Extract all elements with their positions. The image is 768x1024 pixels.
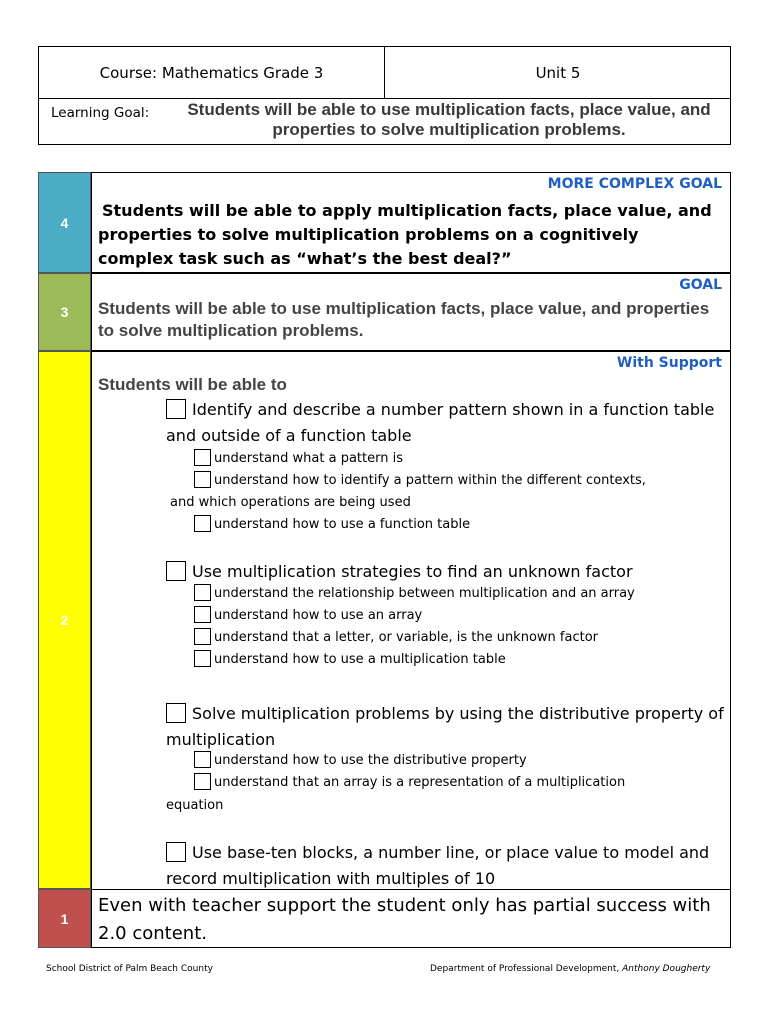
level-4-score: 4: [38, 172, 91, 273]
footer-author: Anthony Dougherty: [622, 964, 711, 974]
target-1: [166, 397, 716, 449]
target-3-sub-2-checkbox[interactable]: [194, 773, 211, 790]
target-3-sub-2-cont: equation: [166, 798, 224, 813]
course-title: Course: Mathematics Grade 3: [39, 47, 385, 98]
target-2-sub-2: [194, 605, 714, 627]
target-2-sub-3: [194, 627, 714, 649]
target-2-sub-1: [194, 583, 734, 605]
target-1-sub-3: [194, 514, 714, 536]
target-2-sub-2-checkbox[interactable]: [194, 606, 211, 623]
level-3-text: Students will be able to use multiplication facts, place value, and properties to solve multiplication problems.: [98, 299, 710, 340]
learning-goal-label: Learning Goal:: [51, 105, 150, 121]
target-3-sub-2-text: understand that an array is a representation of a multiplication: [214, 775, 626, 790]
target-1-sub-1: [194, 448, 714, 470]
target-2: [166, 559, 716, 585]
target-1-sub-3-checkbox[interactable]: [194, 515, 211, 532]
footer-right: [430, 964, 710, 974]
more-complex-goal-tag: MORE COMPLEX GOAL: [547, 176, 722, 192]
proficiency-scale: [38, 172, 731, 948]
target-3-sub-1-text: understand how to use the distributive property: [214, 753, 527, 768]
learning-goal-text: Students will be able to use multiplication facts, place value, and properties to solve multiplication problems.: [187, 100, 711, 139]
level-2-score: 2: [38, 351, 91, 889]
footer-left: School District of Palm Beach County: [46, 964, 213, 974]
target-2-text: Use multiplication strategies to find an unknown factor: [192, 562, 633, 581]
level-1-text: Even with teacher support the student only has partial success with 2.0 content.: [98, 895, 711, 944]
target-2-sub-4-checkbox[interactable]: [194, 650, 211, 667]
level-1-cell: [91, 889, 731, 948]
level-2-intro: Students will be able to: [98, 375, 287, 394]
target-1-checkbox[interactable]: [166, 399, 186, 419]
level-4-cell: [91, 172, 731, 273]
level-2-cell: [91, 351, 731, 889]
target-2-sub-4-text: understand how to use a multiplication table: [214, 652, 506, 667]
target-2-sub-4: [194, 649, 714, 671]
target-1-text: Identify and describe a number pattern shown in a function table and outside of a function table: [166, 400, 715, 445]
target-1-sub-1-text: understand what a pattern is: [214, 451, 403, 466]
level-3-score: 3: [38, 273, 91, 351]
goal-tag: GOAL: [679, 277, 722, 293]
target-1-sub-2-text: understand how to identify a pattern within the different contexts,: [214, 473, 646, 488]
target-1-sub-1-checkbox[interactable]: [194, 449, 211, 466]
level-3-cell: [91, 273, 731, 351]
target-4-text: Use base-ten blocks, a number line, or place value to model and record multiplication with multiples of 10: [166, 843, 710, 888]
target-3: [166, 701, 726, 753]
target-2-sub-3-checkbox[interactable]: [194, 628, 211, 645]
target-1-sub-3-text: understand how to use a function table: [214, 517, 471, 532]
target-2-sub-2-text: understand how to use an array: [214, 608, 423, 623]
target-4-checkbox[interactable]: [166, 842, 186, 862]
target-3-sub-1: [194, 750, 714, 772]
header-row: [39, 47, 730, 99]
unit-title: Unit 5: [535, 63, 581, 82]
footer-dept: Department of Professional Development,: [430, 964, 620, 974]
with-support-tag: With Support: [616, 355, 722, 371]
target-3-sub-1-checkbox[interactable]: [194, 751, 211, 768]
target-1-sub-2-checkbox[interactable]: [194, 471, 211, 488]
target-3-sub-2: [194, 772, 724, 794]
target-3-checkbox[interactable]: [166, 703, 186, 723]
target-2-checkbox[interactable]: [166, 561, 186, 581]
header-table: [38, 46, 731, 145]
target-4: [166, 840, 726, 892]
target-1-sub-2-cont: and which operations are being used: [170, 495, 411, 510]
level-4-text: Students will be able to apply multiplication facts, place value, and properties to solve multiplication problems on a cognitively complex task such as “what’s the best deal?”: [98, 201, 712, 268]
target-2-sub-3-text: understand that a letter, or variable, is the unknown factor: [214, 630, 598, 645]
level-1-score: 1: [38, 889, 91, 948]
target-1-sub-2: [194, 470, 714, 492]
target-3-text: Solve multiplication problems by using the distributive property of multiplication: [166, 704, 724, 749]
target-2-sub-1-text: understand the relationship between multiplication and an array: [214, 586, 635, 601]
target-2-sub-1-checkbox[interactable]: [194, 584, 211, 601]
